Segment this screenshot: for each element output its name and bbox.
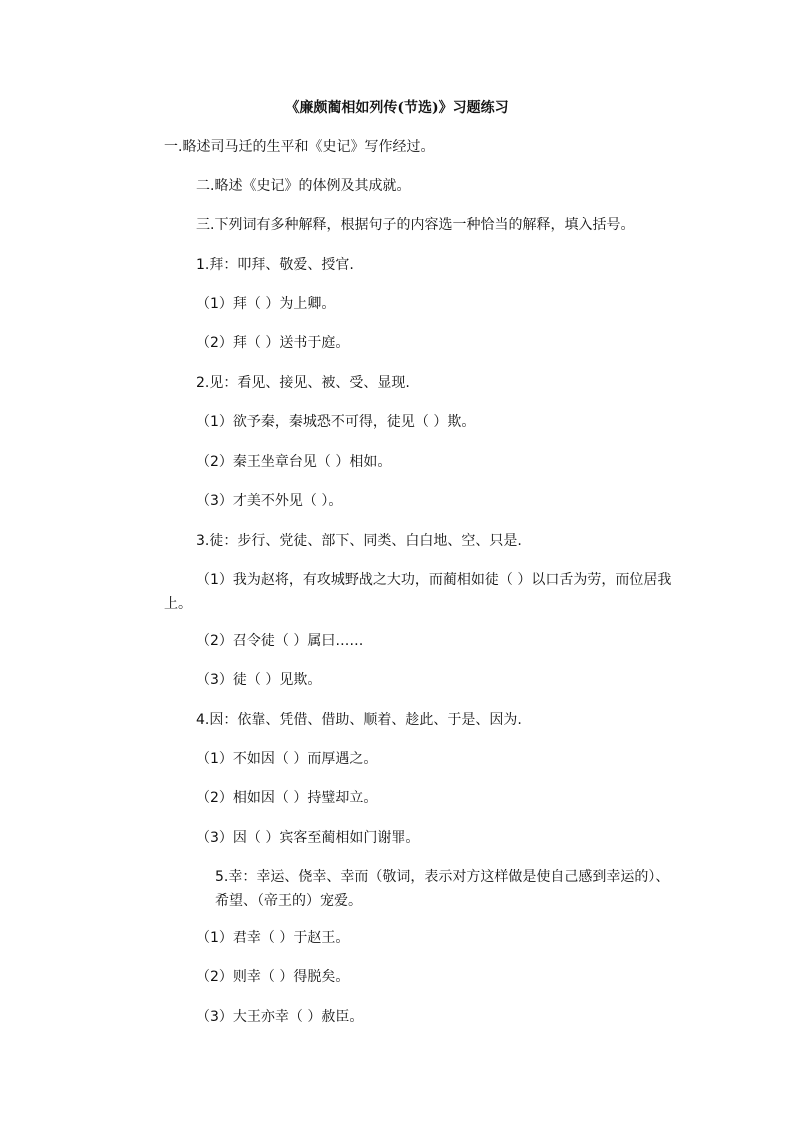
word-5-sentence-2: （2）则幸（ ）得脱矣。 xyxy=(196,969,350,985)
word-2-heading: 2.见：看见、接见、被、受、显现. xyxy=(196,375,410,391)
question-2: 二.略述《史记》的体例及其成就。 xyxy=(196,178,411,194)
word-3-sentence-2: （2）召令徒（ ）属曰…… xyxy=(196,633,364,649)
word-2-sentence-1: （1）欲予秦，秦城恐不可得，徒见（ ）欺。 xyxy=(196,414,476,430)
word-4-sentence-1: （1）不如因（ ）而厚遇之。 xyxy=(196,751,378,767)
word-3-sentence-3: （3）徒（ ）见欺。 xyxy=(196,672,322,688)
word-5-sentence-3: （3）大王亦幸（ ）赦臣。 xyxy=(196,1009,364,1025)
word-3-heading: 3.徒：步行、党徒、部下、同类、白白地、空、只是. xyxy=(196,533,522,549)
word-4-sentence-3: （3）因（ ）宾客至蔺相如门谢罪。 xyxy=(196,830,420,846)
word-2-sentence-3: （3）才美不外见（ ）。 xyxy=(196,493,343,509)
document-title: 《廉颇蔺相如列传(节选)》习题练习 xyxy=(285,100,509,116)
word-4-heading: 4.因：依靠、凭借、借助、顺着、趁此、于是、因为. xyxy=(196,712,522,728)
question-3: 三.下列词有多种解释，根据句子的内容选一种恰当的解释，填入括号。 xyxy=(196,217,635,233)
question-1: 一.略述司马迁的生平和《史记》写作经过。 xyxy=(164,139,435,155)
word-5-sentence-1: （1）君幸（ ）于赵王。 xyxy=(196,930,350,946)
word-1-heading: 1.拜：叩拜、敬爱、授官. xyxy=(196,257,354,273)
word-2-sentence-2: （2）秦王坐章台见（ ）相如。 xyxy=(196,454,392,470)
word-3-sentence-1: （1）我为赵将，有攻城野战之大功，而蔺相如徒（ ）以口舌为劳，而位居我上。 xyxy=(164,572,672,612)
word-1-sentence-1: （1）拜（ ）为上卿。 xyxy=(196,296,336,312)
word-1-sentence-2: （2）拜（ ）送书于庭。 xyxy=(196,335,350,351)
word-5-heading: 5.幸：幸运、侥幸、幸而（敬词，表示对方这样做是使自己感到幸运的）、希望、（帝王的）宠爱。 xyxy=(215,869,670,909)
word-4-sentence-2: （2）相如因（ ）持璧却立。 xyxy=(196,790,378,806)
